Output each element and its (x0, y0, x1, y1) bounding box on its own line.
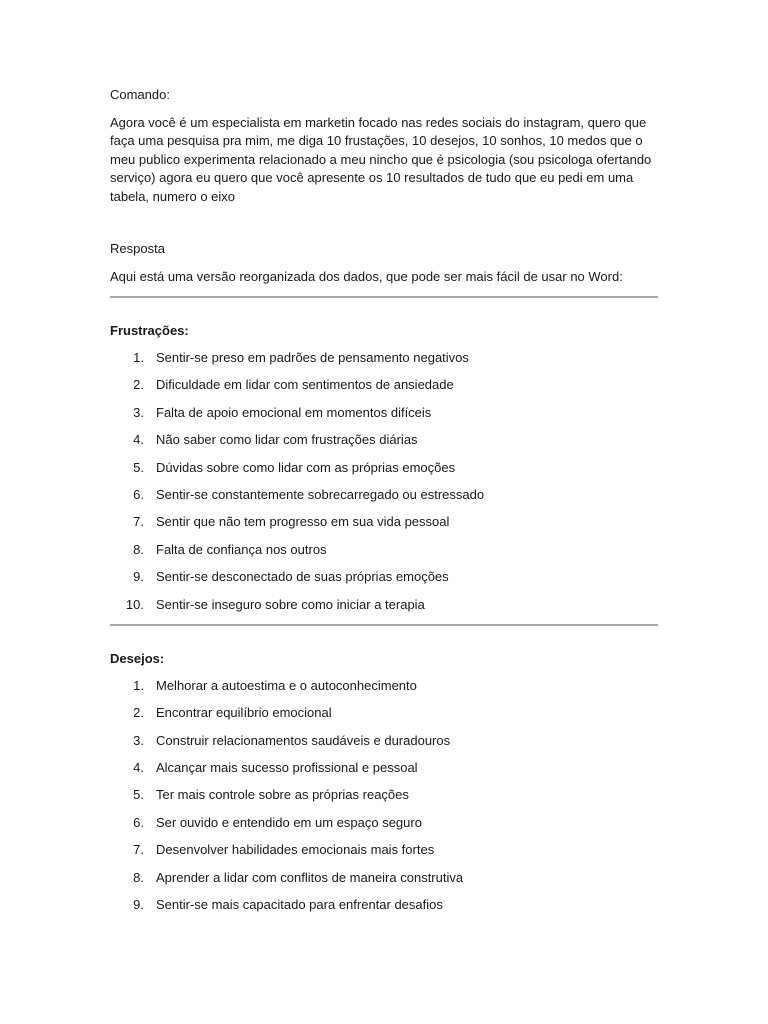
list-number: 6. (133, 486, 144, 502)
list-text: Melhorar a autoestima e o autoconhecimento (156, 677, 417, 693)
list-text: Encontrar equilíbrio emocional (156, 705, 332, 721)
list-text: Falta de apoio emocional em momentos difíceis (156, 404, 432, 420)
list-item (110, 704, 658, 731)
list-item (110, 869, 658, 896)
list-number: 2. (133, 377, 144, 393)
desires-heading: Desejos: (110, 650, 165, 666)
list-number: 5. (133, 787, 144, 803)
list-item (110, 568, 658, 595)
list-item (110, 513, 658, 540)
list-item (110, 404, 658, 431)
list-item (110, 541, 658, 568)
list-number: 8. (133, 541, 144, 557)
list-number: 9. (133, 569, 144, 585)
list-text: Desenvolver habilidades emocionais mais fortes (156, 842, 435, 858)
document-page (110, 86, 658, 923)
list-text: Alcançar mais sucesso profissional e pessoal (156, 760, 418, 776)
list-item (110, 677, 658, 704)
list-item (110, 459, 658, 486)
list-number: 7. (133, 514, 144, 530)
list-text: Ser ouvido e entendido em um espaço seguro (156, 814, 422, 830)
list-number: 1. (133, 677, 144, 693)
list-item (110, 596, 658, 623)
command-text: Agora você é um especialista em marketin focado nas redes sociais do instagram, quero que faça uma pesquisa pra mim, me diga 10 frustações, 10 desejos, 10 sonhos, 10 medos que o meu publico experimenta relacionado a meu nincho que é psicologia (sou psicologa ofertando serviço) agora eu quero que você apresente os 10 resultados de tudo que eu pedi em uma tabela, numero o eixo (110, 114, 652, 204)
frustrations-heading: Frustrações: (110, 323, 189, 338)
list-number: 7. (133, 842, 144, 858)
list-text: Ter mais controle sobre as próprias reações (156, 787, 409, 803)
list-text: Falta de confiança nos outros (156, 541, 327, 557)
list-text: Sentir-se mais capacitado para enfrentar desafios (156, 897, 443, 913)
list-item (110, 841, 658, 868)
list-item (110, 486, 658, 513)
list-number: 2. (133, 705, 144, 721)
response-label: Resposta (110, 241, 165, 256)
list-text: Sentir que não tem progresso em sua vida pessoal (156, 514, 450, 530)
command-label: Comando: (110, 87, 170, 102)
list-text: Construir relacionamentos saudáveis e duradouros (156, 732, 451, 748)
list-item (110, 814, 658, 841)
horizontal-rule (110, 624, 658, 626)
list-item (110, 431, 658, 458)
list-number: 8. (133, 869, 144, 885)
list-text: Não saber como lidar com frustrações diárias (156, 432, 418, 448)
response-intro: Aqui está uma versão reorganizada dos dados, que pode ser mais fácil de usar no Word: (110, 268, 623, 284)
list-number: 5. (133, 459, 144, 475)
list-item (110, 786, 658, 813)
frustrations-list (110, 349, 658, 623)
list-number: 3. (133, 732, 144, 748)
list-item (110, 732, 658, 759)
list-item (110, 896, 658, 923)
list-number: 4. (133, 432, 144, 448)
list-text: Sentir-se inseguro sobre como iniciar a terapia (156, 596, 425, 612)
list-number: 6. (133, 814, 144, 830)
list-number: 9. (133, 897, 144, 913)
list-number: 1. (133, 350, 144, 365)
list-item (110, 349, 658, 376)
list-text: Sentir-se constantemente sobrecarregado ou estressado (156, 486, 485, 502)
list-text: Dúvidas sobre como lidar com as próprias emoções (156, 459, 456, 475)
list-text: Sentir-se preso em padrões de pensamento negativos (156, 350, 469, 365)
horizontal-rule (110, 296, 658, 298)
list-text: Aprender a lidar com conflitos de maneira construtiva (156, 869, 464, 885)
list-number: 4. (133, 760, 144, 776)
list-text: Dificuldade em lidar com sentimentos de ansiedade (156, 377, 454, 393)
list-item (110, 759, 658, 786)
list-text: Sentir-se desconectado de suas próprias emoções (156, 569, 449, 585)
list-number: 10. (125, 596, 144, 612)
list-item (110, 376, 658, 403)
list-number: 3. (133, 404, 144, 420)
desires-list (110, 677, 658, 924)
